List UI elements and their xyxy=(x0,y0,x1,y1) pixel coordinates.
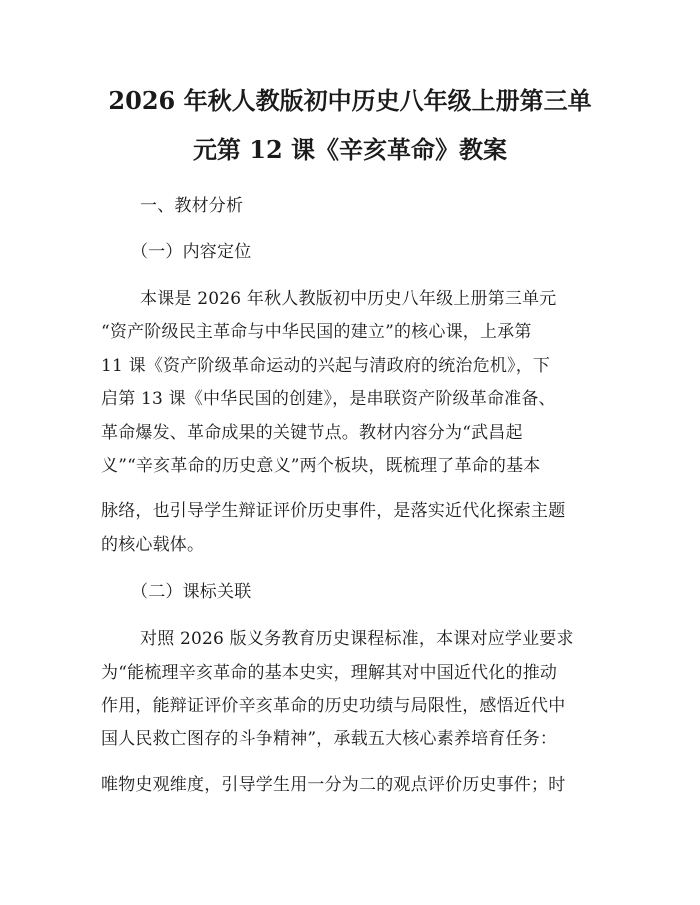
paragraph-2-line-5: 唯物史观维度，引导学生用一分为二的观点评价历史事件；时 xyxy=(101,775,566,795)
section-heading-textbook-analysis: 一、教材分析 xyxy=(140,196,244,216)
subsection-heading-content-positioning: （一）内容定位 xyxy=(131,242,252,262)
paragraph-2-line-3: 作用，能辩证评价辛亥革命的历史功绩与局限性，感悟近代中 xyxy=(101,696,566,716)
subsection-heading-curriculum-standards: （二）课标关联 xyxy=(131,582,252,602)
paragraph-1-line-7: 脉络，也引导学生辩证评价历史事件，是落实近代化探索主题 xyxy=(101,501,566,521)
document-title-line-1: 2026 年秋人教版初中历史八年级上册第三单 xyxy=(108,86,592,115)
paragraph-1-line-8: 的核心载体。 xyxy=(101,535,205,555)
paragraph-1-line-3: 11 课《资产阶级革命运动的兴起与清政府的统治危机》，下 xyxy=(101,356,551,376)
paragraph-2-line-4: 国人民救亡图存的斗争精神”，承载五大核心素养培育任务： xyxy=(101,729,558,749)
paragraph-2-line-1: 对照 2026 版义务教育历史课程标准，本课对应学业要求 xyxy=(140,629,574,649)
paragraph-1-line-1: 本课是 2026 年秋人教版初中历史八年级上册第三单元 xyxy=(140,289,557,309)
paragraph-1-line-5: 革命爆发、革命成果的关键节点。教材内容分为“武昌起 xyxy=(101,423,523,443)
paragraph-1-line-4: 启第 13 课《中华民国的创建》，是串联资产阶级革命准备、 xyxy=(101,389,556,409)
paragraph-1-line-6: 义”“辛亥革命的历史意义”两个板块，既梳理了革命的基本 xyxy=(101,456,541,476)
document-title-line-2: 元第 12 课《辛亥革命》教案 xyxy=(192,135,508,164)
paragraph-2-line-2: 为“能梳理辛亥革命的基本史实，理解其对中国近代化的推动 xyxy=(101,663,558,683)
paragraph-1-line-2: “资产阶级民主革命与中华民国的建立”的核心课，上承第 xyxy=(101,322,532,342)
